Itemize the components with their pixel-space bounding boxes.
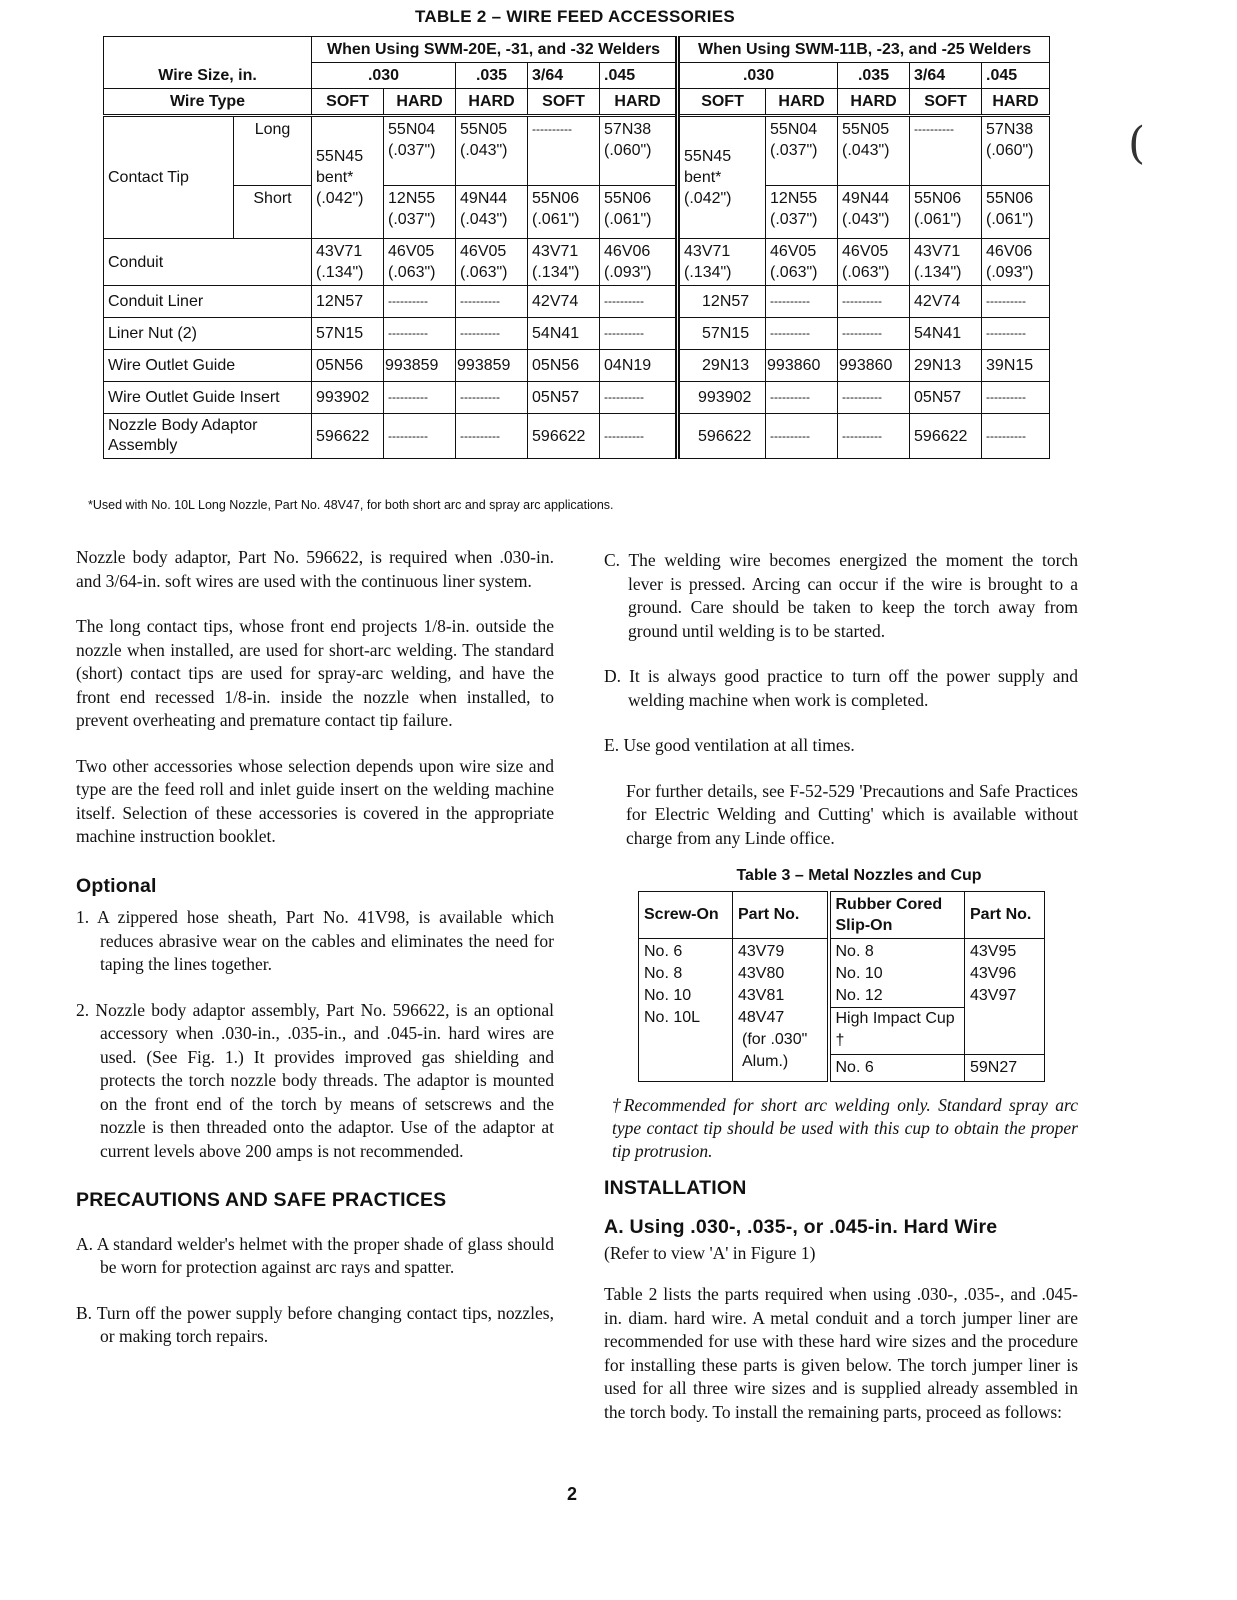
installation-heading: INSTALLATION	[604, 1176, 747, 1199]
type-cell: SOFT	[528, 89, 600, 116]
cell: 993859	[384, 350, 456, 382]
cell: ----------	[982, 382, 1050, 414]
cell: 55N06 (.061")	[528, 186, 600, 239]
size-cell: .045	[600, 63, 678, 89]
further-details: For further details, see F-52-529 'Precautions and Safe Practices for Electric Welding and Cutting' which is available without charge from any Linde office.	[626, 780, 1078, 848]
cell: 55N05 (.043")	[838, 116, 910, 186]
cell: ----------	[528, 116, 600, 186]
cell: ----------	[766, 286, 838, 318]
cell: 596622	[910, 414, 982, 459]
group1-header: When Using SWM-20E, -31, and -32 Welders	[312, 37, 678, 63]
size-cell: .035	[456, 63, 528, 89]
paragraph-other-accessories: Two other accessories whose selection depends upon wire size and type are the feed roll and inlet guide insert on the welding machine itself. Selection of these accessories is covered in the appropriate machine instruction booklet.	[76, 755, 554, 846]
cell: ----------	[384, 318, 456, 350]
cell: 05N56	[312, 350, 384, 382]
type-cell: SOFT	[312, 89, 384, 116]
metal-nozzles-table	[638, 891, 1045, 1082]
cell: 55N06 (.061")	[600, 186, 678, 239]
cell: ----------	[600, 286, 678, 318]
cell: ----------	[838, 414, 910, 459]
cell: ----------	[384, 286, 456, 318]
installation-paragraph: Table 2 lists the parts required when using .030-, .035-, and .045-in. diam. hard wire. A metal conduit and a torch jumper liner are recommended for use with these hard wire sizes and the procedure for installing these parts is given below. The torch jumper liner is used for all three wire sizes and is supplied already assembled in the torch body. To install the remaining parts, proceed as follows:	[604, 1284, 1078, 1422]
type-cell: HARD	[838, 89, 910, 116]
cell: 993860	[766, 350, 838, 382]
part-number: 55N45	[684, 148, 732, 165]
row-label: Nozzle Body Adaptor Assembly	[104, 414, 312, 459]
cell: 46V05 (.063")	[766, 239, 838, 286]
refer-figure: (Refer to view 'A' in Figure 1)	[604, 1242, 816, 1263]
type-cell: HARD	[982, 89, 1050, 116]
header-row-groups	[104, 37, 1050, 63]
cell: 54N41	[528, 318, 600, 350]
cell: 43V71 (.134")	[312, 239, 384, 286]
conduit-row	[104, 239, 1050, 286]
cell: 596622	[678, 414, 766, 459]
cell: ----------	[838, 382, 910, 414]
wire-outlet-guide-insert-row	[104, 382, 1050, 414]
table3-title: Table 3 – Metal Nozzles and Cup	[736, 867, 982, 884]
table3-note: †Recommended for short arc welding only. Standard spray arc type contact tip should be used with this cup to obtain the proper tip protrusion.	[612, 1094, 1078, 1161]
table2-title: TABLE 2 – WIRE FEED ACCESSORIES	[414, 7, 736, 26]
left-column	[76, 546, 554, 1371]
soft030-cell	[678, 116, 766, 239]
row-label: Conduit	[104, 239, 312, 286]
cup-part: 59N27	[965, 1054, 1045, 1081]
cell: ----------	[766, 318, 838, 350]
optional-heading: Optional	[76, 874, 157, 897]
size-cell: 3/64	[910, 63, 982, 89]
size-cell: .035	[838, 63, 910, 89]
size-cell: .030	[678, 63, 838, 89]
header-row-types	[104, 89, 1050, 116]
cell: ----------	[838, 318, 910, 350]
group2-header: When Using SWM-11B, -23, and -25 Welders	[678, 37, 1050, 63]
cell: 46V06 (.093")	[982, 239, 1050, 286]
contact-tip-label: Contact Tip	[104, 116, 234, 239]
cell: 43V71 (.134")	[528, 239, 600, 286]
cell: 54N41	[910, 318, 982, 350]
row-label: Wire Outlet Guide	[104, 350, 312, 382]
wire-size-label: Wire Size, in.	[104, 37, 312, 89]
cell: 42V74	[528, 286, 600, 318]
cell: 29N13	[910, 350, 982, 382]
precautions-heading: PRECAUTIONS AND SAFE PRACTICES	[76, 1189, 447, 1211]
type-cell: HARD	[766, 89, 838, 116]
size-cell: .030	[312, 63, 456, 89]
cell: ----------	[766, 382, 838, 414]
slip-on-sizes: No. 8 No. 10 No. 12 High Impact Cup †	[829, 938, 965, 1054]
cell: 12N55 (.037")	[384, 186, 456, 239]
cell: 57N15	[312, 318, 384, 350]
wire-type-label: Wire Type	[104, 89, 312, 116]
part-number: 55N45	[316, 148, 364, 165]
cell: ----------	[600, 318, 678, 350]
cell: ----------	[982, 318, 1050, 350]
optional-item-2: 2. Nozzle body adaptor assembly, Part No. 596622, is an optional accessory when .030-in., .035-in., and .045-in. hard wires are used. (See Fig. 1.) It provides improved gas shielding and protects the torch nozzle body threads. The adaptor is mounted on the front end of the torch by means of setscrews and the nozzle is then threaded onto the adaptor. Use of the adaptor at current levels above 200 amps is not recommended.	[76, 999, 554, 1161]
cell: ----------	[838, 286, 910, 318]
type-cell: HARD	[600, 89, 678, 116]
part-dimension: (.042")	[684, 190, 732, 207]
cell: 12N57	[678, 286, 766, 318]
cell: 05N56	[528, 350, 600, 382]
cell: 57N38 (.060")	[982, 116, 1050, 186]
page-number: 2	[567, 1484, 578, 1504]
type-cell: HARD	[456, 89, 528, 116]
cell: 42V74	[910, 286, 982, 318]
cell: ----------	[600, 414, 678, 459]
cell: ----------	[456, 318, 528, 350]
contact-tip-long-row	[104, 116, 1050, 186]
cell: 55N06 (.061")	[910, 186, 982, 239]
part-note: bent*	[316, 169, 354, 186]
cell: 05N57	[528, 382, 600, 414]
cell: 05N57	[910, 382, 982, 414]
cell: 55N05 (.043")	[456, 116, 528, 186]
cell: 596622	[312, 414, 384, 459]
nozzle-body-adaptor-row	[104, 414, 1050, 459]
cell: 993902	[678, 382, 766, 414]
table2-footnote: *Used with No. 10L Long Nozzle, Part No. 48V47, for both short arc and spray arc applications.	[88, 498, 614, 512]
cell: 993860	[838, 350, 910, 382]
type-cell: SOFT	[678, 89, 766, 116]
cell: 57N38 (.060")	[600, 116, 678, 186]
precaution-e: E. Use good ventilation at all times.	[604, 735, 855, 755]
margin-mark: (	[1128, 118, 1146, 169]
cell: 12N57	[312, 286, 384, 318]
slip-on-parts: 43V95 43V96 43V97	[965, 938, 1045, 1054]
part-note: bent*	[684, 169, 722, 186]
header-part-no: Part No.	[733, 891, 829, 938]
part-dimension: (.042")	[316, 190, 364, 207]
cell: 49N44 (.043")	[456, 186, 528, 239]
cell: ----------	[982, 286, 1050, 318]
cell: ----------	[456, 286, 528, 318]
precaution-c: C. The welding wire becomes energized the moment the torch lever is pressed. Arcing can occur if the wire is brought to a ground. Care should be taken to keep the torch away from ground until welding is to be started.	[604, 550, 1078, 641]
table3-header-row	[639, 891, 1045, 938]
table3-body-row	[639, 938, 1045, 1054]
long-label: Long	[234, 116, 312, 186]
size-cell: 3/64	[528, 63, 600, 89]
soft030-cell	[312, 116, 384, 239]
screw-on-sizes: No. 6 No. 8 No. 10 No. 10L	[639, 938, 733, 1081]
cell: ----------	[910, 116, 982, 186]
contact-tip-short-row	[104, 186, 1050, 239]
precaution-d: D. It is always good practice to turn off the power supply and welding machine when work is completed.	[604, 666, 1078, 710]
row-label: Wire Outlet Guide Insert	[104, 382, 312, 414]
row-label: Liner Nut (2)	[104, 318, 312, 350]
cell: 55N04 (.037")	[384, 116, 456, 186]
cell: 46V05 (.063")	[456, 239, 528, 286]
cell: 55N06 (.061")	[982, 186, 1050, 239]
cell: 49N44 (.043")	[838, 186, 910, 239]
cell: 57N15	[678, 318, 766, 350]
short-label: Short	[234, 186, 312, 239]
precaution-a: A. A standard welder's helmet with the proper shade of glass should be worn for protection against arc rays and spatter.	[76, 1233, 554, 1277]
size-cell: .045	[982, 63, 1050, 89]
cell: 39N15	[982, 350, 1050, 382]
cell: 46V05 (.063")	[384, 239, 456, 286]
header-part-no-2: Part No.	[965, 891, 1045, 938]
cell: 04N19	[600, 350, 678, 382]
cell: 43V71 (.134")	[910, 239, 982, 286]
liner-nut-row	[104, 318, 1050, 350]
cell: ----------	[982, 414, 1050, 459]
cell: ----------	[766, 414, 838, 459]
conduit-liner-row	[104, 286, 1050, 318]
wire-outlet-guide-row	[104, 350, 1050, 382]
cell: 43V71 (.134")	[678, 239, 766, 286]
cup-size: No. 6	[829, 1054, 965, 1081]
cell: ----------	[384, 414, 456, 459]
cell: ----------	[456, 382, 528, 414]
cell: ----------	[600, 382, 678, 414]
type-cell: SOFT	[910, 89, 982, 116]
cell: 46V05 (.063")	[838, 239, 910, 286]
cell: 46V06 (.093")	[600, 239, 678, 286]
right-column	[604, 549, 1078, 1446]
wire-feed-accessories-table	[103, 36, 1050, 459]
cell: 993859	[456, 350, 528, 382]
cell: 596622	[528, 414, 600, 459]
cup-label: High Impact Cup †	[831, 1007, 965, 1052]
screw-on-parts: 43V79 43V80 43V81 48V47 (for .030" Alum.)	[733, 938, 829, 1081]
cell: ----------	[456, 414, 528, 459]
cell: ----------	[384, 382, 456, 414]
paragraph-adaptor: Nozzle body adaptor, Part No. 596622, is required when .030-in. and 3/64-in. soft wires are used with the continuous liner system.	[76, 547, 554, 591]
type-cell: HARD	[384, 89, 456, 116]
header-screw-on: Screw-On	[639, 891, 733, 938]
row-label: Conduit Liner	[104, 286, 312, 318]
cell: 993902	[312, 382, 384, 414]
paragraph-contact-tips: The long contact tips, whose front end projects 1/8-in. outside the nozzle when installed, are used for short-arc welding. The standard (short) contact tips are used for spray-arc welding, and have the front end recessed 1/8-in. inside the nozzle when installed, to prevent overheating and premature contact tip failure.	[76, 616, 554, 730]
header-slip-on: Rubber Cored Slip-On	[829, 891, 965, 938]
cell: 29N13	[678, 350, 766, 382]
cell: 55N04 (.037")	[766, 116, 838, 186]
precaution-b: B. Turn off the power supply before changing contact tips, nozzles, or making torch repairs.	[76, 1302, 554, 1346]
optional-item-1: 1. A zippered hose sheath, Part No. 41V98, is available which reduces abrasive wear on the cables and eliminates the need for taping the lines together.	[76, 907, 554, 974]
installation-subheading: A. Using .030-, .035-, or .045-in. Hard Wire	[604, 1216, 998, 1238]
cell: 12N55 (.037")	[766, 186, 838, 239]
